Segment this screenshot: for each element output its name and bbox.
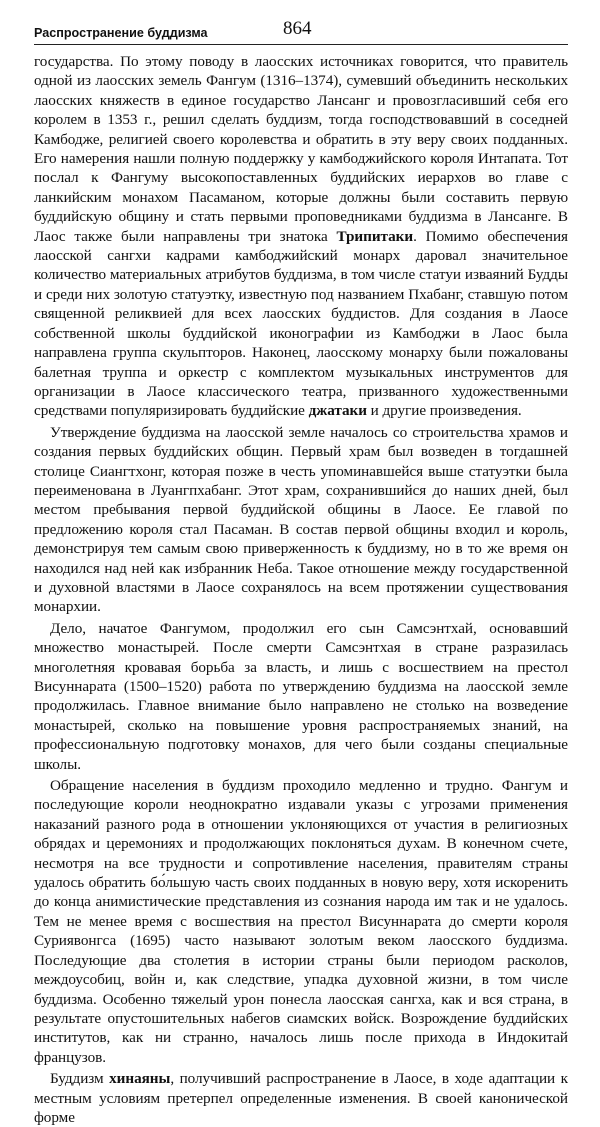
term-jataka: джатаки (308, 402, 367, 420)
paragraph-4 (34, 776, 568, 1067)
paragraph-1-text-a: государства. По этому поводу в лаосских источниках говорится, что правитель одной из лаосских земель Фангум (1316–1374), сумевший объединить нескольких лаосских княжеств в единое государство Лансанг и провозгласивший себя его королем в 1353 г., решил сделать буддизм, тогда господствовавший в соседней Камбодже, религией своего королевства и обратить в эту веру своих подданных. Его намерения нашли полную поддержку у камбоджийского короля Интапата. Тот послал к Фангуму высокопоставленных буддийских иерархов во главе с ланкийским монахом Пасаманом, которые должны были составить первую буддийскую общину и стать первыми проповедниками буддизма в Лансанге. В Лаос также были направлены три знатока (34, 53, 568, 245)
paragraph-3 (34, 619, 568, 774)
paragraph-4-text: Обращение населения в буддизм проходило медленно и трудно. Фангум и последующие короли неоднократно издавали указы с угрозами применения наказаний разного рода в отношении уклоняющихся от участия в религиозных обрядах и церемониях и продолжающих поклоняться духам. В конечном счете, несмотря на все трудности и сопротивление населения, правителям страны удалось обратить бо́льшую часть своих подданных в новую веру, хотя искоренить до конца анимистические представления из сознания народа им так и не удалось. Тем не менее время с восшествия на престол Висуннарата до смерти короля Суриявонгса (1695) часто называют золотым веком лаосского буддизма. Последующие два столетия в истории страны были периодом расколов, междоусобиц, войн и, как следствие, упадка духовной жизни, в том числе буддизма. Особенно тяжелый урон понесла лаосская сангха, как и вся страна, в результате опустошительных набегов сиамских войск. Возрождение буддийских институтов, как ни странно, началось лишь после прихода в Индокитай французов. (34, 777, 568, 1066)
page-header (34, 14, 568, 45)
book-page (34, 14, 568, 1127)
paragraph-5-text-b: , получивший распространение в Лаосе, в ходе адаптации к местным условиям претерпел определенные изменения. В своей канонической форме (34, 1070, 568, 1126)
paragraph-1-text-b: . Помимо обеспечения лаосской сангхи кадрами камбоджийский монарх даровал значительное количество материальных атрибутов буддизма, в том числе статуи изваяний Будды и среди них золотую статуэтку, известную под названием Пхабанг, ставшую потом священной реликвией для всех лаосских буддистов. Для создания в Лаосе собственной школы буддийской иконографии из Камбоджи в Лаос была направлена группа скульпторов. Наконец, лаосскому монарху были пожалованы балетная труппа и оркестр с комплектом музыкальных инструментов для организации в Лаосе классического театра, призванного художественными средствами популяризировать буддийские (34, 227, 568, 420)
paragraph-3-text: Дело, начатое Фангумом, продолжил его сын Самсэнтхай, основавший множество монастырей. После смерти Самсэнтхая в стране разразилась многолетняя кровавая борьба за власть, и лишь с восшествием на престол Висуннарата (1500–1520) работа по утверждению буддизма на лаосской земле продолжилась. Главное внимание было направлено не столько на возведение монастырей, сколько на повышение уровня распространяемых знаний, на профессиональную подготовку монахов, для чего были созданы специальные школы. (34, 619, 568, 773)
page-number: 864 (283, 18, 312, 39)
paragraph-5-text-a: Буддизм (50, 1070, 110, 1088)
body-text (34, 52, 568, 1127)
running-title: Распространение буддизма (34, 26, 208, 40)
paragraph-1 (34, 52, 568, 421)
paragraph-2-text: Утверждение буддизма на лаосской земле началось со строительства храмов и создания первых буддийских общин. Первый храм был возведен в тогдашней столице Сиангтхонг, которая позже в честь упоминавшейся выше статуэтки была переименована в Луангпхабанг. Этот храм, сохранившийся до наших дней, был местом пребывания первой буддийской общины в Лаосе. Ее главой по предложению короля стал Пасаман. В состав первой общины входил и король, демонстрируя тем самым свою приверженность к буддизму, но в то же время он находился над ней как избранник Неба. Такое отношение между государственной и духовной властями в Лаосе сохранялось на всем протяжении существования монархии. (34, 423, 568, 616)
term-hinayana: хинаяны (109, 1070, 171, 1088)
paragraph-1-text-c: и другие произведения. (366, 402, 522, 420)
paragraph-2 (34, 423, 568, 617)
term-tripitaka: Трипитаки (336, 227, 414, 245)
paragraph-5 (34, 1069, 568, 1127)
